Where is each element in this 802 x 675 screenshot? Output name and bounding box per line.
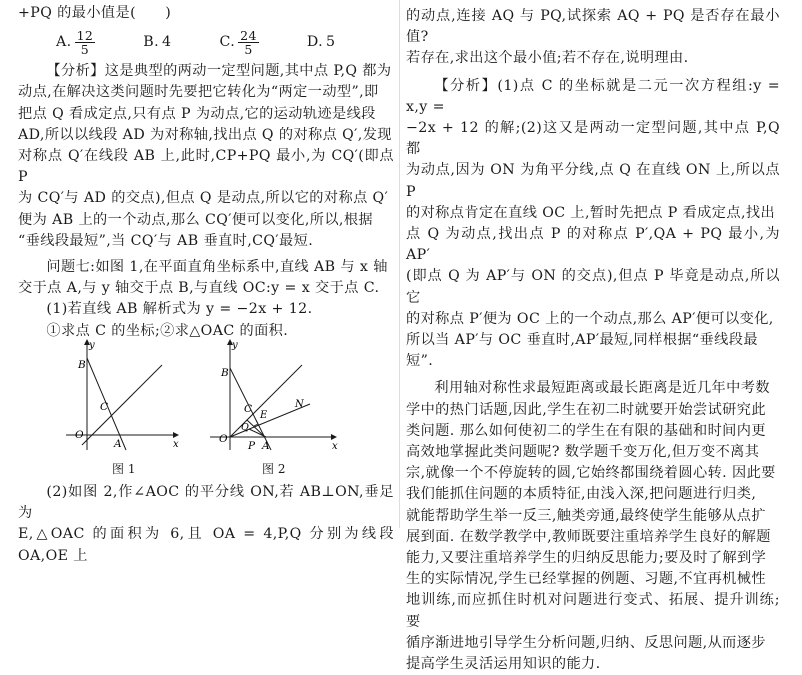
analysis-paragraph (18, 61, 394, 252)
figure-1 (66, 338, 186, 458)
text-line: 的动点,连接 AQ 与 PQ,试探索 AQ + PQ 是否存在最小值? (406, 8, 780, 46)
label-e: E (260, 410, 268, 421)
text-line: 利用轴对称性求最短距离或最长距离是近几年中考数 (434, 380, 770, 397)
text-line: 的对称点 P′便为 OC 上的一个动点,那么 AP′便可以变化, (406, 310, 774, 327)
text-line: 生的实际情况,学生已经掌握的例题、习题,不宜再机械性 (406, 571, 766, 588)
text-line: 高效地掌握此类问题呢? 数学题千变万化,但万变不离其 (406, 444, 760, 461)
right-column (406, 0, 780, 675)
conclusion-paragraph (406, 378, 780, 675)
text-line: 展到面. 在数学教学中,教师既要注重培养学生良好的解题 (406, 528, 771, 545)
fraction-numerator: 12 (76, 27, 94, 43)
option-c (219, 29, 258, 56)
option-b (143, 32, 171, 53)
column-divider (399, 0, 400, 528)
figure-2-diagram (210, 338, 345, 458)
text-line: 若存在,求出这个最小值;若不存在,说明理由. (406, 50, 689, 67)
text-line: 把点 Q 看成定点,只有点 P 为动点,它的运动轨迹是线段 (18, 105, 376, 122)
option-letter: A. (56, 33, 72, 50)
label-b: B (221, 367, 229, 379)
label-a: A (114, 438, 122, 450)
figure-2 (210, 338, 345, 458)
option-letter: B. (143, 33, 160, 50)
label-o: O (75, 429, 84, 441)
text-line: 类问题. 那么如何使初二的学生在有限的基础和时间内更 (406, 422, 766, 439)
option-a (56, 29, 95, 56)
label-a: A (262, 440, 270, 452)
text-line: 交于点 A,与 y 轴交于点 B,与直线 OC:y = x 交于点 C. (18, 280, 380, 297)
option-letter: C. (219, 33, 236, 50)
label-c: C (244, 403, 253, 415)
question-tail: +PQ 的最小值是( ) (18, 5, 172, 21)
text-line: 宗,就像一个不停旋转的圆,它始终都围绕着圆心转. 因此要 (406, 465, 776, 482)
answer-options (18, 24, 394, 60)
text-line: (2)如图 2,作∠AOC 的平分线 ON,若 AB⊥ON,垂足为 (18, 484, 394, 522)
label-n: N (295, 399, 304, 410)
text-line: 为 CQ′与 AD 的交点),但点 Q 是动点,所以它的对称点 Q′ (18, 190, 389, 207)
text-line: AD,所以以线段 AD 为对称轴,找出点 Q 的对称点 Q′,发现 (18, 126, 392, 143)
option-value: 5 (326, 33, 336, 50)
label-y: y (89, 340, 95, 351)
option-d (307, 32, 336, 53)
fraction-denominator: 5 (244, 41, 253, 57)
text-line: −2x + 12 的解;(2)这又是两动一定型问题,其中点 P,Q 都 (406, 120, 780, 158)
problem-seven (18, 257, 394, 342)
text-line: 循序渐进地引导学生分析问题,归纳、反思问题,从而逐步 (406, 634, 766, 651)
label-c: C (100, 401, 109, 413)
text-line: 地训练,而应抓住时机对问题进行变式、拓展、提升训练;要 (406, 592, 780, 630)
text-line: 能力,又要注重培养学生的归纳反思能力;要及时了解到学 (406, 550, 767, 567)
line-oc (82, 365, 162, 445)
left-column (18, 0, 394, 342)
text-line: 所以当 AP′与 OC 垂直时,AP′最短,同样根据“垂线段最 (406, 332, 758, 349)
fraction-numerator: 24 (240, 27, 257, 43)
left-bottom-text (18, 482, 394, 567)
label-o: O (219, 433, 228, 445)
text-line: 为动点,因为 ON 为角平分线,点 Q 在直线 ON 上,所以点 P (406, 162, 780, 200)
text-line: (即点 Q 为 AP′与 ON 的交点),但点 P 毕竟是动点,所以它 (406, 268, 780, 306)
text-line: 点 Q 为动点,找出点 P 的对称点 P′,QA + PQ 最小,为 AP′ (406, 226, 780, 264)
text-line: 的对称点肯定在直线 OC 上,暂时先把点 P 看成定点,找出 (406, 204, 776, 221)
option-value: 4 (162, 33, 172, 50)
text-line: 短”. (406, 353, 434, 370)
option-letter: D. (306, 33, 324, 50)
option-fraction (75, 29, 96, 56)
analysis-paragraph (406, 76, 780, 373)
text-line: “垂线段最短”,当 CQ′与 AB 垂直时,CQ′最短. (18, 232, 314, 249)
label-x: x (173, 439, 179, 450)
label-x: x (332, 441, 338, 452)
text-line: 学中的热门话题,因此,学生在初二时就要开始尝试研究此 (406, 401, 766, 418)
text-line: E,△OAC 的面积为 6,且 OA = 4,P,Q 分别为线段 OA,OE 上 (18, 526, 394, 564)
label-b: B (78, 359, 86, 371)
figure-2-caption: 图 2 (262, 462, 286, 476)
text-line: ①求点 C 的坐标;②求△OAC 的面积. (46, 322, 289, 339)
label-p: P (248, 440, 256, 452)
text-line: (1)若直线 AB 解析式为 y = −2x + 12. (46, 301, 313, 318)
text-line: 【分析】这是典型的两动一定型问题,其中点 P,Q 都为 (46, 63, 392, 80)
text-line: 对称点 Q′在线段 AB 上,此时,CP+PQ 最小,为 CQ′(即点 P (18, 148, 394, 186)
text-line: 提高学生灵活运用知识的能力. (406, 656, 601, 673)
fraction-denominator: 5 (80, 41, 90, 57)
text-line: 就能帮助学生举一反三,触类旁通,最终使学生能够从点扩 (406, 507, 766, 524)
text-line: 问题七:如图 1,在平面直角坐标系中,直线 AB 与 x 轴 (46, 259, 388, 276)
text-line: 我们能抓住问题的本质特征,由浅入深,把问题进行归类, (406, 486, 757, 503)
text-line: 动点,在解决这类问题时先要把它转化为“两定一动型”,即 (18, 84, 379, 101)
label-y: y (232, 340, 238, 351)
text-line: 便为 AB 上的一个动点,那么 CQ′便可以变化,所以,根据 (18, 211, 374, 228)
figure-1-caption: 图 1 (112, 462, 136, 476)
text-line: 【分析】(1)点 C 的坐标就是二元一次方程组:y = x,y = (406, 77, 780, 115)
label-q: Q (241, 422, 249, 433)
figure-1-diagram (66, 338, 186, 458)
option-fraction (238, 29, 259, 56)
